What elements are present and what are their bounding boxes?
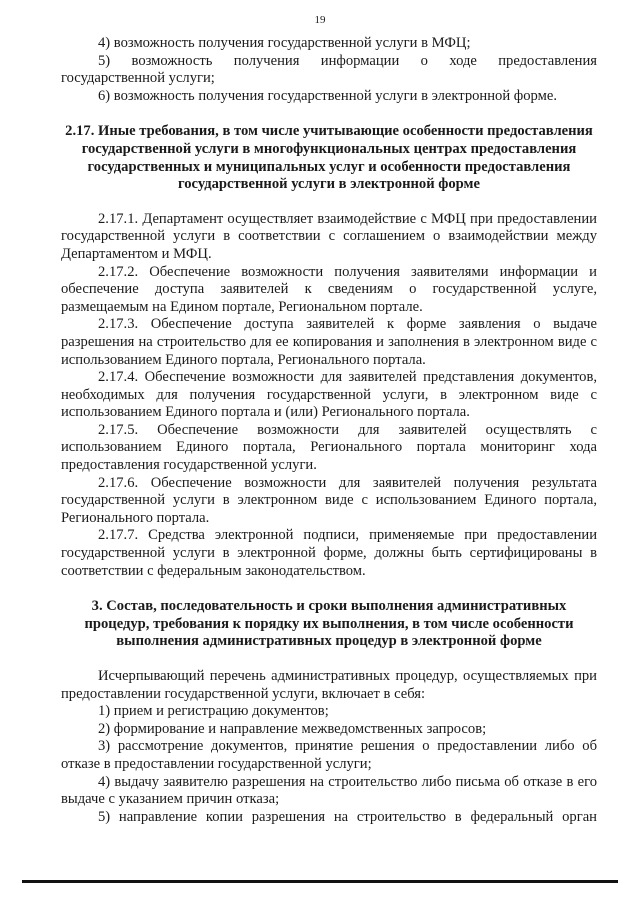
paragraph-2-17-5: 2.17.5. Обеспечение возможности для заявителей осуществлять с использованием Единого портала, Регионального портала мониторинг хода предоставления государственной услуги.	[61, 421, 597, 474]
list-item: 3) рассмотрение документов, принятие решения о предоставлении либо об отказе в предоставлении государственной услуги;	[61, 738, 597, 772]
paragraph-2-17-7: 2.17.7. Средства электронной подписи, применяемые при предоставлении государственной услуги в электронной форме, должны быть сертифицированы в соответствии с федеральным законодательством.	[61, 527, 597, 579]
list-item: 1) прием и регистрацию документов;	[98, 703, 329, 720]
paragraph-2-17-4: 2.17.4. Обеспечение возможности для заявителей представления документов, необходимых для получения государственной услуги, в электронном виде с использованием Единого портала и (или) Регионального портала.	[61, 369, 597, 421]
list-item: 4) возможность получения государственной услуги в МФЦ;	[98, 35, 471, 51]
section-3-intro: Исчерпывающий перечень административных процедур, осуществляемых при предоставлении государственной услуги, включает в себя:	[61, 668, 597, 702]
paragraph-2-17-2: 2.17.2. Обеспечение возможности получения заявителями информации и обеспечение доступа заявителей к сведениям о государственной услуге, размещаемым на Едином портале, Региональном портале.	[61, 263, 597, 315]
page-number: 19	[314, 14, 326, 26]
section-3-body	[61, 668, 597, 826]
list-item: 2) формирование и направление межведомственных запросов;	[98, 720, 487, 737]
section-heading-3: 3. Состав, последовательность и сроки выполнения административных процедур, требования к порядку их выполнения, в том числе особенности выполнения административных процедур в электронной форме	[84, 598, 574, 650]
section-heading-2-17: 2.17. Иные требования, в том числе учитывающие особенности предоставления государственной услуги в многофункциональных центрах предоставления государственных и муниципальных услуг и особенности предоставления государственной услуги в электронной форме	[65, 123, 593, 193]
section-2-17-body	[61, 211, 597, 580]
paragraph-2-17-1: 2.17.1. Департамент осуществляет взаимодействие с МФЦ при предоставлении государственной услуги в соответствии с соглашением о взаимодействии между Департаментом и МФЦ.	[61, 210, 597, 262]
document-body	[61, 35, 597, 826]
footer-rule	[22, 880, 618, 883]
list-item: 6) возможность получения государственной услуги в электронной форме.	[98, 87, 557, 104]
list-item: 5) возможность получения информации о ходе предоставления государственной услуги;	[61, 52, 597, 87]
list-item: 5) направление копии разрешения на строительство в федеральный орган	[98, 808, 597, 825]
paragraph-2-17-6: 2.17.6. Обеспечение возможности для заявителей получения результата государственной услуги в электронном виде с использованием Единого портала, Регионального портала.	[61, 474, 597, 526]
list-item: 4) выдачу заявителю разрешения на строительство либо письма об отказе в его выдаче с указанием причин отказа;	[61, 773, 597, 808]
paragraph-2-17-3: 2.17.3. Обеспечение доступа заявителей к форме заявления о выдаче разрешения на строительство для ее копирования и заполнения в электронном виде с использованием Единого портала, Регионального портала.	[61, 316, 597, 368]
